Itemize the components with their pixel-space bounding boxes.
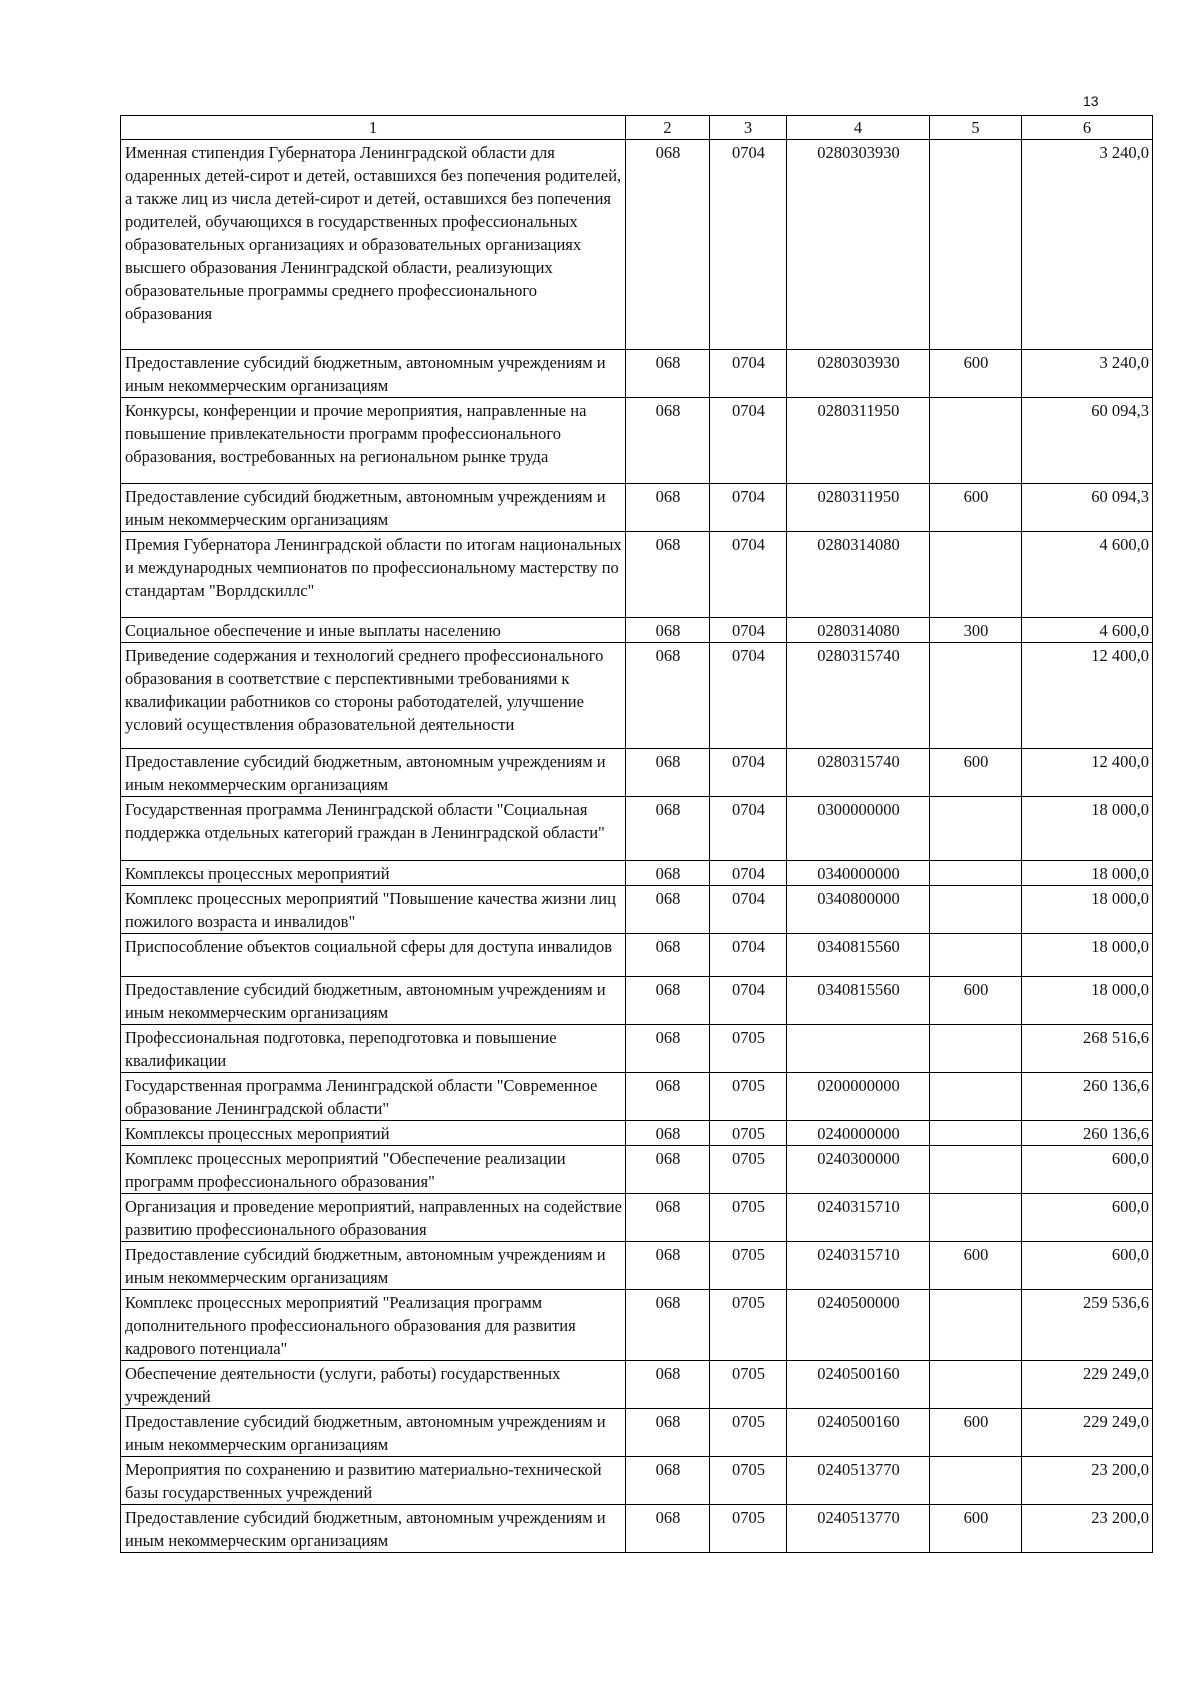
header-row xyxy=(121,116,1153,140)
row-description: Приспособление объектов социальной сферы для доступа инвалидов xyxy=(121,934,626,977)
row-code-4: 0240513770 xyxy=(787,1505,930,1553)
table-row xyxy=(121,1073,1153,1121)
row-code-4: 0280315740 xyxy=(787,643,930,749)
row-code-4: 0280311950 xyxy=(787,398,930,484)
row-code-5 xyxy=(930,1194,1022,1242)
row-code-4: 0340000000 xyxy=(787,861,930,886)
row-description: Предоставление субсидий бюджетным, автономным учреждениям и иным некоммерческим организациям xyxy=(121,484,626,532)
row-code-4: 0280311950 xyxy=(787,484,930,532)
table-row xyxy=(121,977,1153,1025)
table-row xyxy=(121,350,1153,398)
row-amount: 12 400,0 xyxy=(1022,749,1153,797)
row-code-2: 068 xyxy=(626,797,710,861)
row-code-3: 0705 xyxy=(710,1409,787,1457)
row-code-5 xyxy=(930,398,1022,484)
row-code-2: 068 xyxy=(626,1290,710,1361)
row-description: Профессиональная подготовка, переподготовка и повышение квалификации xyxy=(121,1025,626,1073)
row-code-5: 600 xyxy=(930,484,1022,532)
row-code-5 xyxy=(930,140,1022,350)
table-row xyxy=(121,1361,1153,1409)
row-code-4: 0240500160 xyxy=(787,1409,930,1457)
row-amount: 600,0 xyxy=(1022,1146,1153,1194)
row-description: Предоставление субсидий бюджетным, автономным учреждениям и иным некоммерческим организациям xyxy=(121,1242,626,1290)
row-code-3: 0704 xyxy=(710,532,787,618)
row-code-4: 0240000000 xyxy=(787,1121,930,1146)
row-code-3: 0704 xyxy=(710,350,787,398)
row-code-2: 068 xyxy=(626,1146,710,1194)
table-row xyxy=(121,749,1153,797)
budget-table xyxy=(120,115,1153,1553)
row-amount: 600,0 xyxy=(1022,1242,1153,1290)
row-amount: 229 249,0 xyxy=(1022,1409,1153,1457)
row-code-3: 0704 xyxy=(710,797,787,861)
row-code-2: 068 xyxy=(626,1025,710,1073)
row-amount: 18 000,0 xyxy=(1022,861,1153,886)
row-code-5 xyxy=(930,1025,1022,1073)
row-code-5: 300 xyxy=(930,618,1022,643)
row-amount: 4 600,0 xyxy=(1022,532,1153,618)
row-code-2: 068 xyxy=(626,1242,710,1290)
row-amount: 18 000,0 xyxy=(1022,886,1153,934)
table-row xyxy=(121,1242,1153,1290)
table-row xyxy=(121,1025,1153,1073)
table-row xyxy=(121,1290,1153,1361)
row-code-4: 0280314080 xyxy=(787,532,930,618)
row-amount: 60 094,3 xyxy=(1022,484,1153,532)
row-code-4: 0240500000 xyxy=(787,1290,930,1361)
row-code-4: 0240513770 xyxy=(787,1457,930,1505)
row-code-5: 600 xyxy=(930,1409,1022,1457)
row-code-2: 068 xyxy=(626,484,710,532)
row-code-3: 0704 xyxy=(710,618,787,643)
column-header-3: 3 xyxy=(710,116,787,140)
row-description: Организация и проведение мероприятий, направленных на содействие развитию профессионального образования xyxy=(121,1194,626,1242)
row-amount: 3 240,0 xyxy=(1022,140,1153,350)
row-code-2: 068 xyxy=(626,1073,710,1121)
row-code-5: 600 xyxy=(930,977,1022,1025)
row-code-2: 068 xyxy=(626,140,710,350)
row-code-2: 068 xyxy=(626,1457,710,1505)
row-code-5 xyxy=(930,797,1022,861)
row-description: Комплекс процессных мероприятий "Реализация программ дополнительного профессионального образования для развития кадрового потенциала" xyxy=(121,1290,626,1361)
row-code-3: 0704 xyxy=(710,643,787,749)
row-code-2: 068 xyxy=(626,977,710,1025)
row-amount: 18 000,0 xyxy=(1022,977,1153,1025)
row-code-5 xyxy=(930,1121,1022,1146)
row-code-4: 0280315740 xyxy=(787,749,930,797)
row-code-2: 068 xyxy=(626,1505,710,1553)
row-description: Государственная программа Ленинградской области "Современное образование Ленинградской области" xyxy=(121,1073,626,1121)
row-code-4 xyxy=(787,1025,930,1073)
table-row xyxy=(121,1409,1153,1457)
row-code-3: 0705 xyxy=(710,1361,787,1409)
table-row xyxy=(121,1194,1153,1242)
row-amount: 12 400,0 xyxy=(1022,643,1153,749)
row-code-5: 600 xyxy=(930,350,1022,398)
column-header-4: 4 xyxy=(787,116,930,140)
row-description: Комплексы процессных мероприятий xyxy=(121,861,626,886)
row-code-4: 0240315710 xyxy=(787,1242,930,1290)
row-amount: 18 000,0 xyxy=(1022,797,1153,861)
row-code-3: 0705 xyxy=(710,1121,787,1146)
row-code-3: 0705 xyxy=(710,1290,787,1361)
row-amount: 259 536,6 xyxy=(1022,1290,1153,1361)
table-row xyxy=(121,934,1153,977)
row-code-3: 0704 xyxy=(710,484,787,532)
row-amount: 260 136,6 xyxy=(1022,1121,1153,1146)
row-amount: 268 516,6 xyxy=(1022,1025,1153,1073)
table-row xyxy=(121,1146,1153,1194)
row-description: Обеспечение деятельности (услуги, работы) государственных учреждений xyxy=(121,1361,626,1409)
row-code-2: 068 xyxy=(626,398,710,484)
row-code-4: 0340815560 xyxy=(787,977,930,1025)
row-description: Предоставление субсидий бюджетным, автономным учреждениям и иным некоммерческим организациям xyxy=(121,350,626,398)
row-description: Премия Губернатора Ленинградской области по итогам национальных и международных чемпионатов по профессиональному мастерству по стандартам "Ворлдскиллс" xyxy=(121,532,626,618)
row-code-5 xyxy=(930,886,1022,934)
row-code-3: 0705 xyxy=(710,1073,787,1121)
row-amount: 23 200,0 xyxy=(1022,1505,1153,1553)
row-code-2: 068 xyxy=(626,532,710,618)
row-description: Комплекс процессных мероприятий "Обеспечение реализации программ профессионального образования" xyxy=(121,1146,626,1194)
row-code-2: 068 xyxy=(626,350,710,398)
row-code-2: 068 xyxy=(626,861,710,886)
row-code-3: 0705 xyxy=(710,1457,787,1505)
row-code-4: 0280303930 xyxy=(787,140,930,350)
row-description: Комплекс процессных мероприятий "Повышение качества жизни лиц пожилого возраста и инвалидов" xyxy=(121,886,626,934)
row-code-4: 0280303930 xyxy=(787,350,930,398)
row-code-4: 0300000000 xyxy=(787,797,930,861)
row-code-5 xyxy=(930,861,1022,886)
row-code-3: 0705 xyxy=(710,1505,787,1553)
row-code-5 xyxy=(930,1073,1022,1121)
row-code-5: 600 xyxy=(930,1505,1022,1553)
row-amount: 3 240,0 xyxy=(1022,350,1153,398)
row-code-5 xyxy=(930,1146,1022,1194)
row-code-3: 0704 xyxy=(710,861,787,886)
row-code-5 xyxy=(930,1457,1022,1505)
row-code-5 xyxy=(930,1290,1022,1361)
row-code-2: 068 xyxy=(626,1409,710,1457)
row-code-4: 0340800000 xyxy=(787,886,930,934)
table-row xyxy=(121,484,1153,532)
table-row xyxy=(121,398,1153,484)
row-description: Предоставление субсидий бюджетным, автономным учреждениям и иным некоммерческим организациям xyxy=(121,749,626,797)
row-code-3: 0704 xyxy=(710,886,787,934)
row-code-4: 0200000000 xyxy=(787,1073,930,1121)
row-description: Предоставление субсидий бюджетным, автономным учреждениям и иным некоммерческим организациям xyxy=(121,977,626,1025)
table-row xyxy=(121,861,1153,886)
row-code-2: 068 xyxy=(626,618,710,643)
row-code-3: 0704 xyxy=(710,977,787,1025)
table-row xyxy=(121,1121,1153,1146)
row-amount: 229 249,0 xyxy=(1022,1361,1153,1409)
row-code-4: 0280314080 xyxy=(787,618,930,643)
row-amount: 23 200,0 xyxy=(1022,1457,1153,1505)
table-row xyxy=(121,1505,1153,1553)
row-code-3: 0705 xyxy=(710,1146,787,1194)
row-code-3: 0704 xyxy=(710,140,787,350)
row-code-2: 068 xyxy=(626,934,710,977)
column-header-6: 6 xyxy=(1022,116,1153,140)
table-body xyxy=(121,140,1153,1553)
row-code-5 xyxy=(930,934,1022,977)
table-row xyxy=(121,886,1153,934)
row-code-3: 0705 xyxy=(710,1242,787,1290)
row-code-5 xyxy=(930,1361,1022,1409)
table-row xyxy=(121,618,1153,643)
row-code-2: 068 xyxy=(626,643,710,749)
table-row xyxy=(121,1457,1153,1505)
row-amount: 60 094,3 xyxy=(1022,398,1153,484)
table-row xyxy=(121,797,1153,861)
row-code-2: 068 xyxy=(626,1121,710,1146)
row-code-4: 0240300000 xyxy=(787,1146,930,1194)
row-code-5: 600 xyxy=(930,749,1022,797)
row-code-5 xyxy=(930,643,1022,749)
row-code-5: 600 xyxy=(930,1242,1022,1290)
column-header-1: 1 xyxy=(121,116,626,140)
column-header-2: 2 xyxy=(626,116,710,140)
row-description: Предоставление субсидий бюджетным, автономным учреждениям и иным некоммерческим организациям xyxy=(121,1505,626,1553)
table-row xyxy=(121,140,1153,350)
column-header-5: 5 xyxy=(930,116,1022,140)
row-description: Конкурсы, конференции и прочие мероприятия, направленные на повышение привлекательности программ профессионального образования, востребованных на региональном рынке труда xyxy=(121,398,626,484)
row-amount: 4 600,0 xyxy=(1022,618,1153,643)
row-code-4: 0240500160 xyxy=(787,1361,930,1409)
page-number: 13 xyxy=(1083,93,1099,109)
row-code-3: 0704 xyxy=(710,749,787,797)
table-row xyxy=(121,643,1153,749)
row-description: Приведение содержания и технологий среднего профессионального образования в соответствие с перспективными требованиями к квалификации работников со стороны работодателей, улучшение условий осуществления образовательной деятельности xyxy=(121,643,626,749)
row-amount: 600,0 xyxy=(1022,1194,1153,1242)
row-description: Социальное обеспечение и иные выплаты населению xyxy=(121,618,626,643)
row-code-5 xyxy=(930,532,1022,618)
row-description: Мероприятия по сохранению и развитию материально-технической базы государственных учреждений xyxy=(121,1457,626,1505)
row-code-2: 068 xyxy=(626,749,710,797)
row-code-3: 0704 xyxy=(710,934,787,977)
row-code-3: 0704 xyxy=(710,398,787,484)
row-code-4: 0340815560 xyxy=(787,934,930,977)
table-row xyxy=(121,532,1153,618)
row-description: Именная стипендия Губернатора Ленинградской области для одаренных детей-сирот и детей, оставшихся без попечения родителей, а также лиц из числа детей-сирот и детей, оставшихся без попечения родителей, обучающихся в государственных профессиональных образовательных организациях и образовательных организациях высшего образования Ленинградской области, реализующих образовательные программы среднего профессионального образования xyxy=(121,140,626,350)
row-description: Комплексы процессных мероприятий xyxy=(121,1121,626,1146)
row-amount: 18 000,0 xyxy=(1022,934,1153,977)
row-code-2: 068 xyxy=(626,1194,710,1242)
row-description: Государственная программа Ленинградской области "Социальная поддержка отдельных категорий граждан в Ленинградской области" xyxy=(121,797,626,861)
row-code-2: 068 xyxy=(626,886,710,934)
row-code-2: 068 xyxy=(626,1361,710,1409)
row-amount: 260 136,6 xyxy=(1022,1073,1153,1121)
row-code-3: 0705 xyxy=(710,1194,787,1242)
row-description: Предоставление субсидий бюджетным, автономным учреждениям и иным некоммерческим организациям xyxy=(121,1409,626,1457)
row-code-4: 0240315710 xyxy=(787,1194,930,1242)
row-code-3: 0705 xyxy=(710,1025,787,1073)
